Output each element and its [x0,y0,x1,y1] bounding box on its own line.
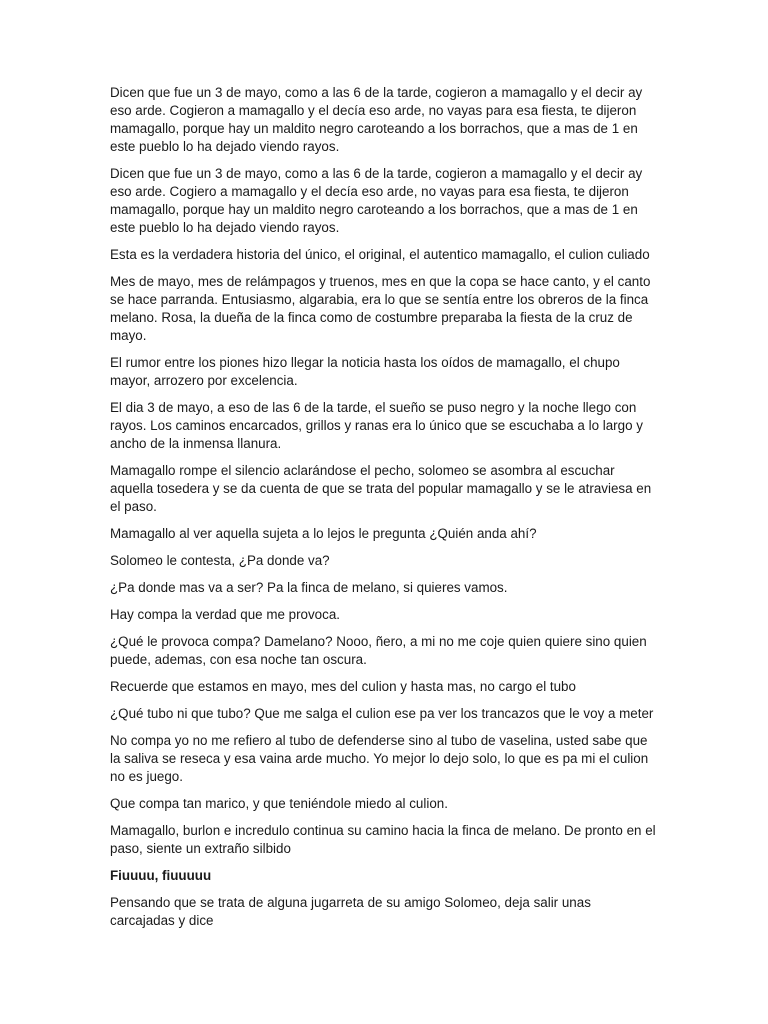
paragraph-1: Dicen que fue un 3 de mayo, como a las 6 de la tarde, cogieron a mamagallo y el decir ay eso arde. Cogieron a mamagallo y el decía eso arde, no vayas para esa fiesta, te dijeron mamagallo, porque hay un maldito negro caroteando a los borrachos, que a mas de 1 en este pueblo lo ha dejado viendo rayos. [110,85,643,154]
paragraph-5: El rumor entre los piones hizo llegar la noticia hasta los oídos de mamagallo, el chupo mayor, arrozero por excelencia. [110,355,620,388]
paragraph-17: Mamagallo, burlon e incredulo continua su camino hacia la finca de melano. De pronto en el paso, siente un extraño silbido [110,823,656,856]
paragraph-6: El dia 3 de mayo, a eso de las 6 de la tarde, el sueño se puso negro y la noche llego con rayos. Los caminos encarcados, grillos y ranas era lo único que se escuchaba a lo largo y ancho de la inmensa llanura. [110,400,643,451]
paragraph-8: Mamagallo al ver aquella sujeta a lo lejos le pregunta ¿Quién anda ahí? [110,526,537,541]
paragraph-10: ¿Pa donde mas va a ser? Pa la finca de melano, si quieres vamos. [110,580,508,595]
paragraph-19: Pensando que se trata de alguna jugarreta de su amigo Solomeo, deja salir unas carcajadas y dice [110,895,591,928]
paragraph-7: Mamagallo rompe el silencio aclarándose el pecho, solomeo se asombra al escuchar aquella tosedera y se da cuenta de que se trata del popular mamagallo y se le atraviesa en el paso. [110,463,652,514]
paragraph-13: Recuerde que estamos en mayo, mes del culion y hasta mas, no cargo el tubo [110,679,576,694]
document-page [110,84,658,939]
paragraph-3: Esta es la verdadera historia del único, el original, el autentico mamagallo, el culion culiado [110,247,650,262]
paragraph-14: ¿Qué tubo ni que tubo? Que me salga el culion ese pa ver los trancazos que le voy a meter [110,706,654,721]
paragraph-18-whistle: Fiuuuu, fiuuuuu [110,868,212,883]
paragraph-15: No compa yo no me refiero al tubo de defenderse sino al tubo de vaselina, usted sabe que la saliva se reseca y esa vaina arde mucho. Yo mejor lo dejo solo, lo que es pa mi el culion no es juego. [110,733,649,784]
paragraph-11: Hay compa la verdad que me provoca. [110,607,340,622]
paragraph-4: Mes de mayo, mes de relámpagos y truenos, mes en que la copa se hace canto, y el canto se hace parranda. Entusiasmo, algarabia, era lo que se sentía entre los obreros de la finca melano. Rosa, la dueña de la finca como de costumbre preparaba la fiesta de la cruz de mayo. [110,274,651,343]
paragraph-2: Dicen que fue un 3 de mayo, como a las 6 de la tarde, cogieron a mamagallo y el decir ay eso arde. Cogiero a mamagallo y el decía eso arde, no vayas para esa fiesta, te dijeron mamagallo, porque hay un maldito negro caroteando a los borrachos, que a mas de 1 en este pueblo lo ha dejado viendo rayos. [110,166,643,235]
paragraph-9: Solomeo le contesta, ¿Pa donde va? [110,553,330,568]
paragraph-12: ¿Qué le provoca compa? Damelano? Nooo, ñero, a mi no me coje quien quiere sino quien puede, ademas, con esa noche tan oscura. [110,634,647,667]
paragraph-16: Que compa tan marico, y que teniéndole miedo al culion. [110,796,448,811]
